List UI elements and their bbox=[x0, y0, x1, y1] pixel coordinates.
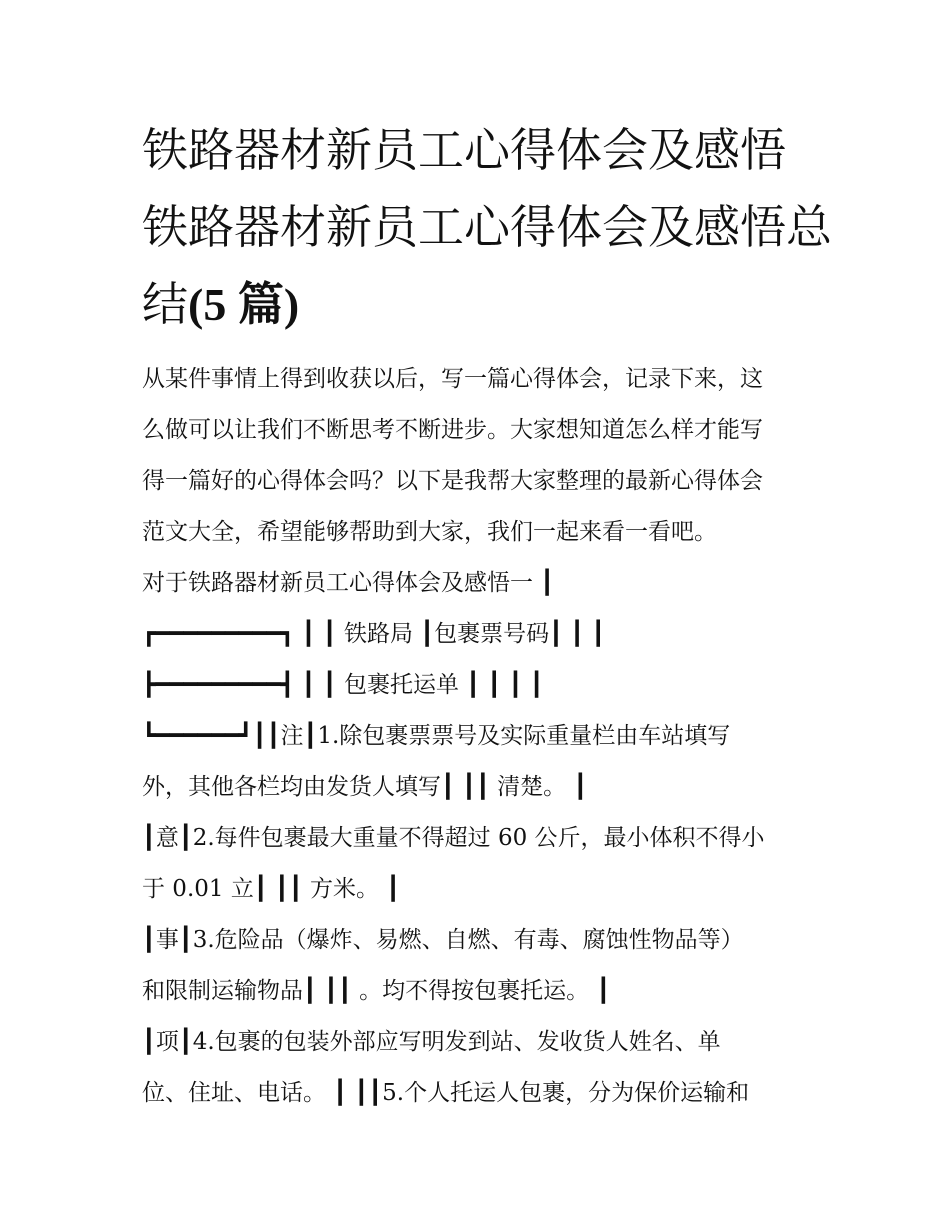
paragraph-line: 么做可以让我们不断思考不断进步。大家想知道怎么样才能写 bbox=[142, 417, 763, 443]
section-heading: 对于铁路器材新员工心得体会及感悟一 ┃ bbox=[142, 570, 555, 596]
table-text-line: ┏━━━━━━━━━┓ ┃ ┃ 铁路局 ┃包裹票号码┃ ┃ ┃ bbox=[142, 621, 606, 647]
table-text-line: 位、住址、电话。 ┃ ┃┃5.个人托运人包裹，分为保价运输和 bbox=[142, 1080, 750, 1106]
document-body bbox=[142, 354, 832, 1119]
title-text: 铁路器材新员工心得体会及感悟 铁路器材新员工心得体会及感悟总结 bbox=[142, 123, 832, 331]
paragraph-line: 得一篇好的心得体会吗？以下是我帮大家整理的最新心得体会 bbox=[142, 468, 763, 494]
table-text-line: ┣━━━━━━━━━┫ ┃ ┃ 包裹托运单 ┃ ┃ ┃ ┃ bbox=[142, 672, 544, 698]
table-text-line: 和限制运输物品┃ ┃┃ 。均不得按包裹托运。 ┃ bbox=[142, 978, 611, 1004]
table-text-line: ┗━━━━━━┛┃┃注┃1.除包裹票票号及实际重量栏由车站填写 bbox=[142, 723, 731, 749]
title-count: (5 篇) bbox=[188, 279, 300, 330]
table-text-line: ┃意┃2.每件包裹最大重量不得超过 60 公斤，最小体积不得小 bbox=[142, 825, 765, 851]
document-title bbox=[142, 112, 832, 343]
table-text-line: 外，其他各栏均由发货人填写┃ ┃┃ 清楚。 ┃ bbox=[142, 774, 588, 800]
table-text-line: 于 0.01 立┃ ┃┃ 方米。 ┃ bbox=[142, 876, 401, 902]
paragraph-line: 从某件事情上得到收获以后，写一篇心得体会，记录下来，这 bbox=[142, 366, 763, 392]
paragraph-line: 范文大全，希望能够帮助到大家，我们一起来看一看吧。 bbox=[142, 519, 717, 545]
table-text-line: ┃事┃3.危险品（爆炸、易燃、自燃、有毒、腐蚀性物品等） bbox=[142, 927, 744, 953]
table-text-line: ┃项┃4.包裹的包装外部应写明发到站、发收货人姓名、单 bbox=[142, 1029, 721, 1055]
